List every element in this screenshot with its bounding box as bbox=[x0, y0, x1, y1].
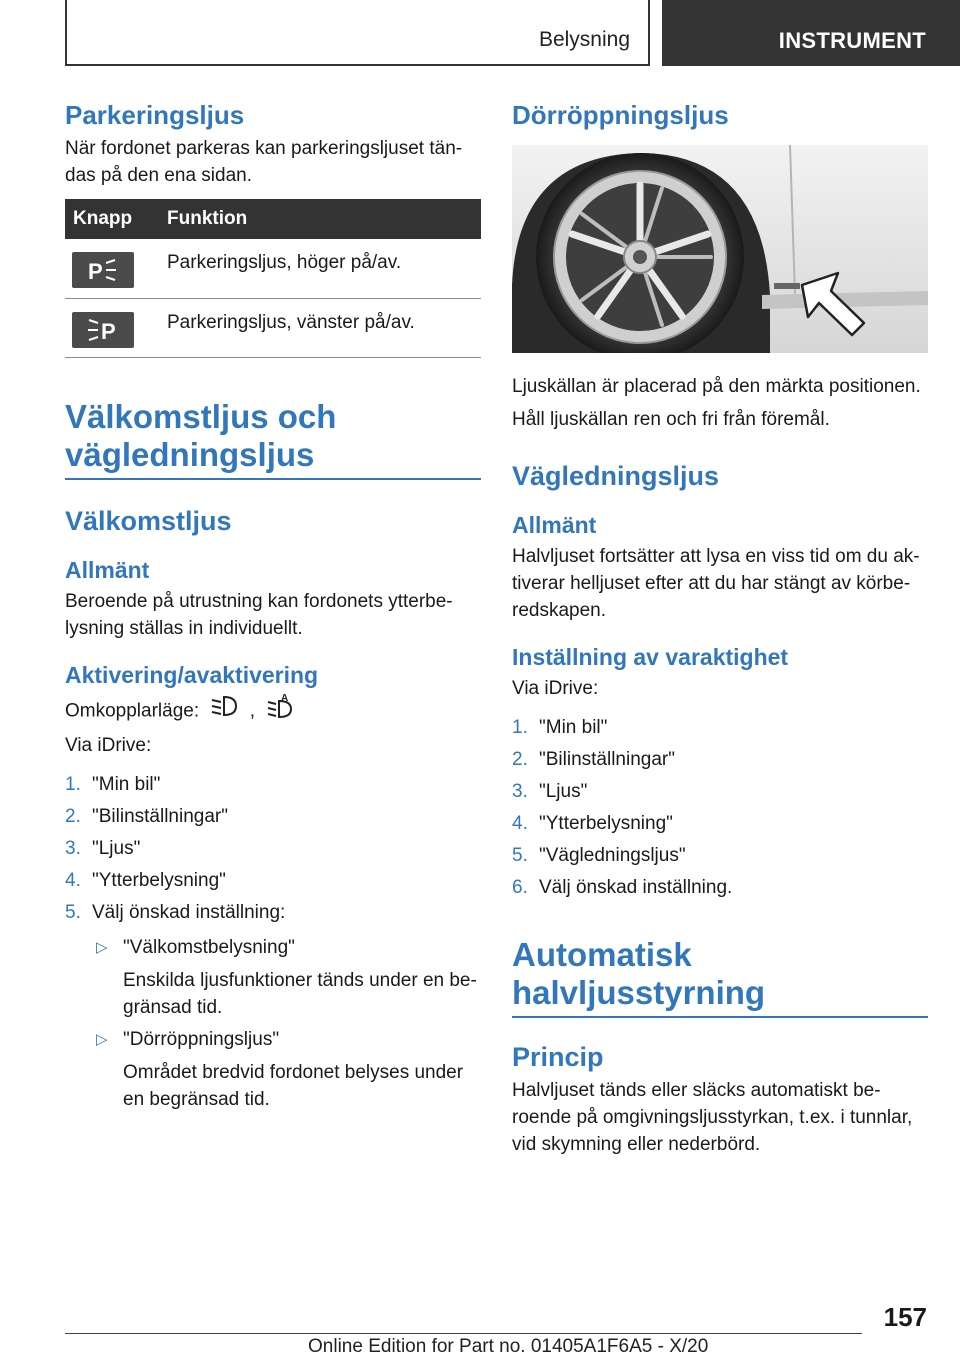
page-number: 157 bbox=[883, 1302, 927, 1332]
footer-edition: Online Edition for Part no. 01405A1F6A5 - X/20 bbox=[308, 1336, 709, 1357]
switch-position-line: Omkopplarläge: , A bbox=[65, 693, 481, 730]
welcome-options-list bbox=[96, 934, 481, 1113]
auto-light-icon bbox=[266, 693, 296, 730]
list-item: 4. "Ytterbelysning" bbox=[512, 813, 673, 834]
header-section-box bbox=[65, 0, 650, 66]
table-row bbox=[65, 298, 481, 357]
guidance-steps-list bbox=[512, 712, 928, 904]
welcome-light-heading: Välkomstljus bbox=[65, 505, 232, 536]
table-cell: Parkeringsljus, höger på/av. bbox=[159, 239, 481, 298]
list-item: 6. Välj önskad inställning. bbox=[512, 877, 733, 898]
via-idrive-label: Via iDrive: bbox=[512, 678, 599, 699]
list-item: 5. "Vägledningsljus" bbox=[512, 845, 686, 866]
welcome-steps-list bbox=[65, 769, 481, 929]
list-item: 1. "Min bil" bbox=[512, 717, 608, 738]
footer-rule bbox=[65, 1333, 862, 1334]
list-item: 4. "Ytterbelysning" bbox=[65, 869, 226, 891]
list-item: 2. "Bilinställningar" bbox=[65, 805, 228, 827]
list-item: ▷ "Dörröppningsljus" Området bredvid fordonet belyses under en begränsad tid. bbox=[96, 1026, 481, 1113]
via-idrive-label: Via iDrive: bbox=[65, 734, 152, 756]
welcome-general-text: Beroende på utrustning kan fordonets ytterbe- lysning ställas in individuellt. bbox=[65, 590, 453, 639]
low-beam-icon bbox=[210, 694, 238, 729]
activation-heading: Aktivering/avaktivering bbox=[65, 661, 319, 688]
header-section-title: Belysning bbox=[538, 28, 630, 51]
guidance-general-text: Halvljuset fortsätter att lysa en viss tid om du ak- tiverar helljuset efter att du har stängt av körbe- redskapen. bbox=[512, 546, 920, 621]
principle-heading: Princip bbox=[512, 1042, 604, 1072]
door-light-text-1: Ljuskällan är placerad på den märkta positionen. bbox=[512, 376, 921, 397]
svg-text:A: A bbox=[281, 692, 289, 704]
list-item: 1. "Min bil" bbox=[65, 773, 161, 795]
svg-text:P: P bbox=[101, 318, 116, 343]
left-column bbox=[65, 100, 481, 1113]
list-item: 2. "Bilinställningar" bbox=[512, 749, 675, 770]
general-heading: Allmänt bbox=[65, 556, 150, 583]
general-heading: Allmänt bbox=[512, 512, 597, 538]
table-row bbox=[65, 239, 481, 298]
header-chapter-box bbox=[662, 0, 960, 66]
svg-text:P: P bbox=[88, 259, 103, 283]
principle-text: Halvljuset tänds eller släcks automatiskt be- roende på omgivningsljusstyrkan, t.ex. i tunnlar, vid skymning eller nederbörd. bbox=[512, 1080, 913, 1155]
table-header-button: Knapp bbox=[65, 199, 159, 239]
auto-low-beam-heading: Automatisk halvljusstyrning bbox=[512, 936, 928, 1018]
list-item: 5. Välj önskad inställning: bbox=[65, 901, 286, 923]
right-column bbox=[512, 100, 928, 1158]
guidance-light-heading: Vägledningsljus bbox=[512, 461, 720, 491]
table-header-function: Funktion bbox=[159, 199, 481, 239]
parking-light-right-icon bbox=[72, 252, 134, 288]
list-item: 3. "Ljus" bbox=[65, 837, 141, 859]
door-light-heading: Dörröppningsljus bbox=[512, 100, 729, 130]
parking-light-intro: När fordonet parkeras kan parkeringsljuset tän- das på den ena sidan. bbox=[65, 138, 463, 186]
welcome-chapter-heading: Välkomstljus och vägledningsljus bbox=[65, 398, 481, 480]
triangle-bullet-icon: ▷ bbox=[96, 938, 108, 956]
list-item: 3. "Ljus" bbox=[512, 781, 588, 802]
header-chapter-title: INSTRUMENT bbox=[778, 28, 926, 53]
list-item: ▷ "Välkomstbelysning" Enskilda ljusfunktioner tänds under en be- gränsad tid. bbox=[96, 934, 481, 1021]
table-cell: Parkeringsljus, vänster på/av. bbox=[159, 298, 481, 357]
parking-light-table bbox=[65, 199, 481, 358]
parking-light-left-icon bbox=[72, 312, 134, 348]
triangle-bullet-icon: ▷ bbox=[96, 1030, 108, 1048]
table-header-row bbox=[65, 199, 481, 239]
parking-light-heading: Parkeringsljus bbox=[65, 100, 245, 130]
duration-heading: Inställning av varaktighet bbox=[512, 644, 789, 670]
car-wheel-photo bbox=[512, 145, 928, 353]
door-light-text-2: Håll ljuskällan ren och fri från föremål. bbox=[512, 409, 830, 430]
